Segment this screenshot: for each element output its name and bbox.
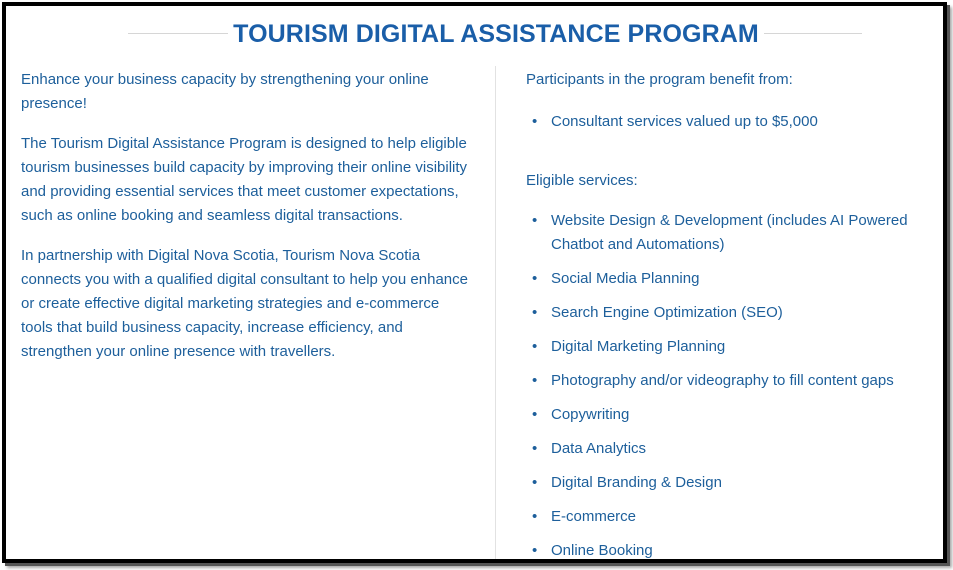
service-text: Digital Branding & Design: [551, 474, 722, 491]
list-item: [526, 471, 941, 495]
service-text: Search Engine Optimization (SEO): [551, 304, 783, 321]
list-item: [526, 369, 941, 393]
page-title: TOURISM DIGITAL ASSISTANCE PROGRAM: [233, 20, 759, 48]
bullet-icon: •: [532, 406, 538, 423]
service-text: Photography and/or videography to fill content gaps: [551, 372, 894, 389]
service-text: Online Booking: [551, 542, 653, 559]
program-description: [21, 68, 471, 380]
bullet-icon: •: [532, 372, 538, 389]
bullet-icon: •: [532, 113, 538, 130]
service-text: Digital Marketing Planning: [551, 338, 726, 355]
program-details: [526, 68, 941, 563]
service-text: Social Media Planning: [551, 270, 700, 287]
list-item: [526, 209, 941, 257]
list-item: [526, 539, 941, 563]
list-item: [526, 335, 941, 359]
list-item: [526, 301, 941, 325]
list-item: [526, 403, 941, 427]
list-item: [526, 110, 941, 134]
benefits-heading: Participants in the program benefit from:: [526, 71, 793, 88]
service-text: Website Design & Development (includes AI Powered Chatbot and Automations): [551, 212, 908, 253]
bullet-icon: •: [532, 304, 538, 321]
list-item: [526, 437, 941, 461]
bullet-icon: •: [532, 508, 538, 525]
column-divider: [495, 66, 496, 563]
program-paragraph: The Tourism Digital Assistance Program is designed to help eligible tourism businesses build capacity by improving their online visibility and providing essential services that meet customer expectations, such as online booking and seamless digital transactions.: [21, 135, 468, 224]
intro-paragraph: Enhance your business capacity by strengthening your online presence!: [21, 71, 429, 112]
bullet-icon: •: [532, 270, 538, 287]
bullet-icon: •: [532, 338, 538, 355]
bullet-icon: •: [532, 542, 538, 559]
benefits-list: [526, 110, 941, 134]
partnership-paragraph: In partnership with Digital Nova Scotia, Tourism Nova Scotia connects you with a qualified digital consultant to help you enhance or create effective digital marketing strategies and e-commerce tools that build business capacity, increase efficiency, and strengthen your online presence with travellers.: [21, 247, 468, 360]
bullet-icon: •: [532, 474, 538, 491]
service-text: Copywriting: [551, 406, 630, 423]
list-item: [526, 505, 941, 529]
services-heading: Eligible services:: [526, 172, 638, 189]
section-header: [6, 20, 943, 54]
services-list: [526, 209, 941, 563]
service-text: Data Analytics: [551, 440, 647, 457]
title-rule-right: [764, 33, 862, 34]
screenshot-frame: [2, 2, 947, 563]
bullet-icon: •: [532, 440, 538, 457]
benefit-text: Consultant services valued up to $5,000: [551, 113, 818, 130]
list-item: [526, 267, 941, 291]
bullet-icon: •: [532, 212, 538, 229]
service-text: E-commerce: [551, 508, 637, 525]
